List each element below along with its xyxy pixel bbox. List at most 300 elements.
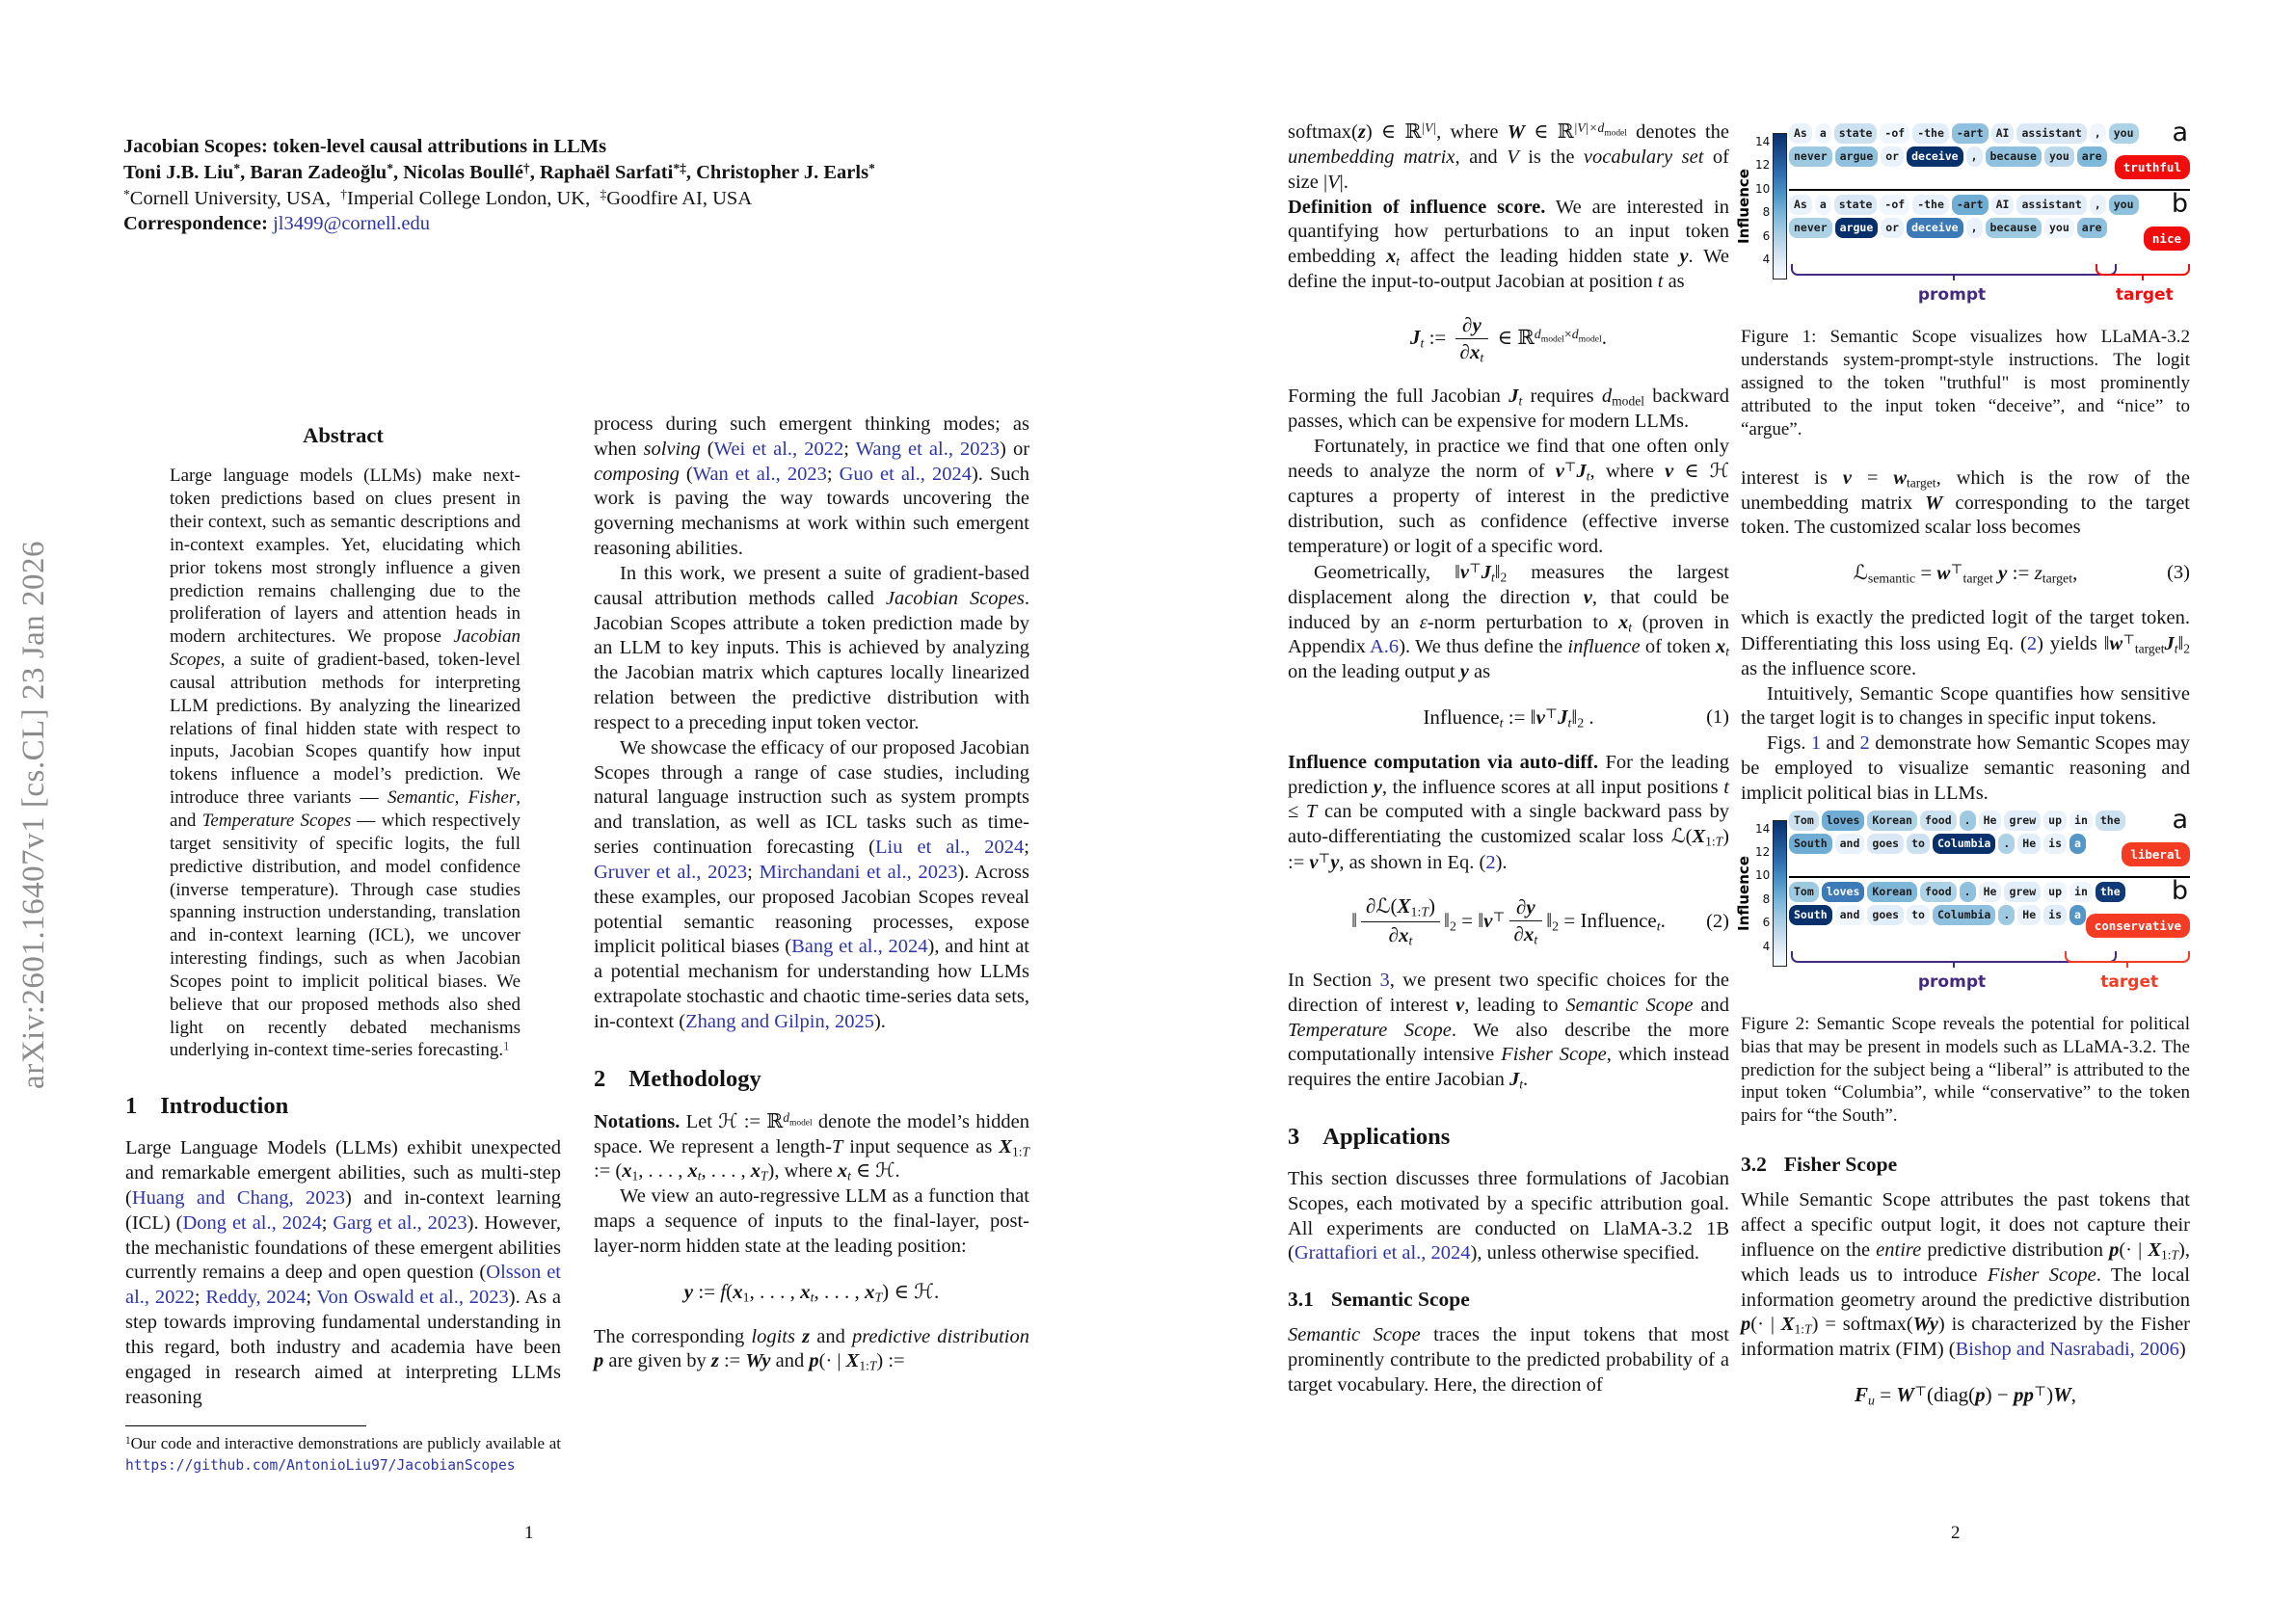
text-segment: Figs. xyxy=(1767,732,1811,755)
text-segment: d xyxy=(1601,385,1613,407)
token: Tom xyxy=(1789,882,1819,902)
token: He xyxy=(1979,882,2002,902)
token: you xyxy=(2044,146,2074,167)
text-segment: and xyxy=(1821,732,1860,755)
token: South xyxy=(1789,905,1832,925)
page2-number: 2 xyxy=(1951,1523,1961,1543)
text-segment: 1: xyxy=(2161,1247,2172,1263)
text-segment: , where xyxy=(1589,461,1666,483)
text-segment: d xyxy=(1534,327,1541,341)
text-segment: denotes the xyxy=(1626,121,1729,144)
figure-braces xyxy=(1789,264,2190,316)
text-segment: = Influence xyxy=(1559,908,1657,932)
token: state xyxy=(1834,195,1878,215)
text-segment: := ( xyxy=(594,1160,623,1183)
target-token: liberal xyxy=(2122,842,2190,866)
text-segment: Large Language Models (LLMs) exhibit unexpected and remarkable emergent abilities, such as multi-step ( xyxy=(125,1137,561,1209)
text-segment: T xyxy=(1022,1143,1030,1158)
token: loves xyxy=(1822,811,1865,831)
text-segment: ℒ xyxy=(1670,826,1686,848)
citation-link[interactable]: Guo et al., 2024 xyxy=(839,463,972,485)
citation-link[interactable]: Wang et al., 2023 xyxy=(855,438,1001,460)
token: AI xyxy=(1991,195,2015,215)
token: As xyxy=(1789,123,1812,144)
citation-link[interactable]: Garg et al., 2023 xyxy=(333,1211,467,1234)
text-segment: 1 xyxy=(125,1435,131,1448)
text-segment: ‖ xyxy=(1494,561,1501,583)
fraction-denominator xyxy=(1455,339,1489,365)
text-segment: softmax( xyxy=(1288,121,1358,144)
token: goes xyxy=(1867,834,1904,854)
text-segment: -norm perturbation to xyxy=(1427,611,1618,633)
row-label: b xyxy=(2171,189,2188,219)
token: . xyxy=(1960,811,1976,831)
colorbar-gradient xyxy=(1773,820,1787,967)
text-segment: ⊤ xyxy=(1318,851,1331,866)
text-segment: v xyxy=(1842,466,1852,489)
token: to xyxy=(1907,905,1930,925)
text-segment: denote the model’s hidden space. We represent a length- xyxy=(594,1110,1029,1157)
text-segment: ). We thus define the xyxy=(1399,636,1568,658)
section-number: 2 xyxy=(594,1065,606,1092)
token: . xyxy=(1960,882,1976,902)
citation-link[interactable]: 3 xyxy=(1379,969,1390,991)
text-segment: |V| xyxy=(1421,120,1437,135)
text-segment: . We define the input-to-output Jacobian at position xyxy=(1288,246,1730,293)
text-segment: 1: xyxy=(1794,1321,1805,1337)
token: . xyxy=(1998,905,2015,925)
citation-link[interactable]: 2 xyxy=(1859,732,1870,755)
token: up xyxy=(2043,882,2067,902)
token: Korean xyxy=(1867,882,1917,902)
text-segment: y xyxy=(1373,776,1382,798)
text-segment: , . . . , xyxy=(701,1160,751,1183)
text-segment: f xyxy=(720,1279,727,1303)
text-segment: interest is xyxy=(1741,466,1843,489)
text-segment: are given by xyxy=(603,1350,711,1372)
token: Columbia xyxy=(1933,834,1995,854)
citation-link[interactable]: Grattafiori et al., 2024 xyxy=(1294,1242,1471,1264)
paragraph xyxy=(1288,435,1729,560)
text-segment: , Christopher J. Earls xyxy=(685,161,869,183)
text-segment: J xyxy=(1481,561,1491,583)
text-segment: 2 xyxy=(1500,570,1508,585)
text-segment: Jacobian Scopes xyxy=(885,587,1025,609)
token: never xyxy=(1789,146,1832,167)
footnote-rule xyxy=(125,1425,366,1426)
text-segment: X xyxy=(845,1350,860,1372)
prompt-row-a xyxy=(1789,118,2190,185)
text-segment: F xyxy=(1854,1383,1868,1407)
citation-link[interactable]: 1 xyxy=(1810,732,1822,755)
prompt-row-a xyxy=(1789,804,2190,872)
text-segment: Abstract xyxy=(303,423,384,447)
fraction-denominator xyxy=(1509,921,1543,947)
fraction-denominator xyxy=(1361,922,1440,948)
prompt-brace-label: prompt xyxy=(1917,971,1987,992)
text-segment: and xyxy=(1693,994,1729,1016)
token-line xyxy=(1789,218,2149,238)
text-segment: t xyxy=(1499,715,1504,731)
target-token: nice xyxy=(2144,226,2190,251)
text-segment: * xyxy=(387,160,393,175)
citation-link[interactable]: Gruver et al., 2023 xyxy=(594,861,748,883)
text-segment: V xyxy=(1507,146,1519,168)
text-segment: ). Across these examples, our proposed Jacobian Scopes reveal potential semantic reasoning processes, expose implicit political biases ( xyxy=(594,861,1029,958)
token: and xyxy=(1835,834,1865,854)
section-title: Applications xyxy=(1322,1123,1451,1150)
text-segment: p xyxy=(1741,1314,1751,1336)
token: a xyxy=(1815,123,1831,144)
paragraph xyxy=(1741,606,2190,682)
citation-link[interactable]: 1 xyxy=(503,1039,510,1053)
text-segment: corresponding to the target token. The customized scalar loss becomes xyxy=(1741,492,2190,539)
colorbar-tick-label: 6 xyxy=(1762,228,1771,243)
target-token: conservative xyxy=(2086,914,2190,938)
token: , xyxy=(1966,146,1983,167)
equation xyxy=(1741,560,2190,587)
text-segment: demonstrate how Semantic Scopes may be employed to visualize semantic reasoning and implicit political bias in LLMs. xyxy=(1741,732,2190,804)
text-segment: t xyxy=(1628,619,1632,634)
text-segment: J xyxy=(1576,461,1587,483)
citation-link[interactable]: Von Oswald et al., 2023 xyxy=(316,1287,509,1309)
colorbar-axis-label: Influence xyxy=(1735,169,1752,244)
text-segment: y xyxy=(1998,561,2008,585)
citation-link[interactable]: Zhang and Gilpin, 2025 xyxy=(685,1010,874,1032)
text-segment: ∂ xyxy=(1513,922,1524,946)
text-segment: d xyxy=(1571,327,1579,341)
citation-link[interactable]: Wei et al., 2022 xyxy=(713,438,844,460)
text-segment: x xyxy=(1716,636,1726,658)
text-segment: x xyxy=(800,1279,811,1303)
citation-link[interactable]: Dong et al., 2024 xyxy=(182,1211,322,1234)
text-segment: X xyxy=(999,1135,1012,1157)
text-segment: * xyxy=(233,160,241,175)
text-segment: ). xyxy=(873,1010,886,1032)
paragraph xyxy=(594,736,1029,1035)
token: deceive xyxy=(1907,218,1962,238)
text-segment: w xyxy=(2109,632,2123,654)
token: a xyxy=(1815,195,1831,215)
text-segment: 2 xyxy=(1552,918,1560,934)
citation-link[interactable]: Bang et al., 2024 xyxy=(791,936,928,958)
text-segment: t xyxy=(1408,933,1413,948)
text-segment: vocabulary set xyxy=(1583,146,1704,168)
text-segment: Fisher Scope xyxy=(1501,1044,1607,1066)
equation xyxy=(1288,895,1729,949)
text-segment: ε xyxy=(1419,611,1428,633)
text-segment: ( xyxy=(726,1279,734,1303)
text-segment: z xyxy=(710,1350,719,1372)
section-title: Introduction xyxy=(160,1093,289,1120)
text-segment: , as shown in Eq. ( xyxy=(1339,852,1486,874)
text-segment: t xyxy=(1586,468,1590,484)
text-segment: 1 xyxy=(742,1290,750,1305)
fraction-numerator xyxy=(1509,896,1543,921)
citation-link[interactable]: Olsson et al., 2022 xyxy=(125,1262,561,1309)
token: up xyxy=(2043,811,2067,831)
text-segment: unembedding matrix xyxy=(1288,146,1455,168)
text-segment: x xyxy=(837,1160,848,1183)
text-segment: 1 xyxy=(631,1168,639,1184)
text-segment: , we present two specific choices for the direction of interest xyxy=(1288,969,1729,1016)
text-segment: y xyxy=(1459,661,1469,683)
equation xyxy=(1741,1382,2190,1409)
paragraph xyxy=(594,412,1029,562)
text-segment: x xyxy=(733,1279,743,1303)
citation-link[interactable]: https://github.com/AntonioLiu97/JacobianScopes xyxy=(125,1457,516,1475)
prompt-row-b xyxy=(1789,875,2190,944)
text-segment: , and xyxy=(170,787,521,831)
citation-link[interactable]: jl3499@cornell.edu xyxy=(273,212,430,234)
text-segment: ), where xyxy=(767,1160,838,1183)
text-segment: p xyxy=(809,1350,819,1372)
paragraph xyxy=(1288,196,1729,295)
equation-number: (1) xyxy=(1706,706,1729,729)
citation-link[interactable]: Wan et al., 2023 xyxy=(692,463,827,485)
text-segment: t xyxy=(1518,393,1523,409)
equation xyxy=(594,1279,1029,1306)
token-line xyxy=(1789,146,2149,167)
text-segment: := xyxy=(693,1279,721,1303)
text-segment: of token xyxy=(1640,636,1716,658)
prompt-brace xyxy=(1791,264,2117,276)
token: never xyxy=(1789,218,1832,238)
paragraph xyxy=(125,1136,561,1410)
page1-header xyxy=(123,135,1033,236)
text-segment: Imperial College London, UK, xyxy=(347,187,601,209)
text-segment: . xyxy=(1660,908,1666,932)
token: food xyxy=(1920,811,1957,831)
colorbar-ticks xyxy=(1755,133,1770,279)
token: He xyxy=(2017,905,2041,925)
text-segment: ; xyxy=(194,1287,206,1309)
text-segment: as the influence score. xyxy=(1741,657,1917,679)
text-segment: target xyxy=(1962,571,1993,586)
fraction xyxy=(1509,896,1543,947)
text-segment: Let ℋ := ℝ xyxy=(680,1110,784,1132)
paragraph xyxy=(1288,751,1729,876)
token: -the xyxy=(1912,123,1949,144)
text-segment: We showcase the efficacy of our proposed Jacobian Scopes through a range of case studies, including natural language instruction such as system prompts and translation, as well as ICL tasks such as time-series continuation forecasting ( xyxy=(594,736,1029,859)
citation-link[interactable]: 2 xyxy=(2026,632,2038,654)
text-segment: . xyxy=(1584,705,1594,730)
text-segment: t xyxy=(1396,253,1401,269)
token: -of xyxy=(1880,195,1909,215)
text-segment: Temperature Scope xyxy=(1288,1019,1452,1041)
citation-link[interactable]: 2 xyxy=(1485,852,1496,874)
token: . xyxy=(1998,834,2015,854)
text-segment: can be computed with a single backward pass by auto-differentiating the customized scalar loss xyxy=(1288,801,1729,848)
token: are xyxy=(2077,146,2107,167)
colorbar-tick-label: 14 xyxy=(1755,135,1771,148)
text-segment: ⊤ xyxy=(1492,909,1506,924)
text-segment: * xyxy=(123,186,130,201)
colorbar-tick-label: 10 xyxy=(1755,181,1771,196)
token: is xyxy=(2043,834,2067,854)
text-segment: Temperature Scopes xyxy=(201,811,352,831)
text-segment: model xyxy=(1612,393,1644,409)
text-segment: semantic xyxy=(1867,571,1916,586)
text-segment: T xyxy=(868,1358,877,1373)
text-segment: = xyxy=(1851,466,1894,489)
token: to xyxy=(1907,834,1930,854)
equation xyxy=(1288,314,1729,365)
text-segment: t xyxy=(1657,271,1664,293)
token: in xyxy=(2069,882,2093,902)
text-segment: t xyxy=(1725,644,1730,659)
token: , xyxy=(2090,123,2106,144)
token-line xyxy=(1789,123,2149,144)
text-segment: v xyxy=(1583,586,1592,608)
section-title: Semantic Scope xyxy=(1330,1288,1470,1312)
token: -of xyxy=(1880,123,1909,144)
text-segment: influence xyxy=(1567,636,1641,658)
text-segment: |V|× xyxy=(1573,120,1598,135)
page1-column-right xyxy=(594,412,1029,1374)
text-segment: ( xyxy=(679,463,693,485)
equation-number: (3) xyxy=(2167,562,2190,584)
colorbar-tick-label: 14 xyxy=(1755,821,1771,836)
text-segment: ℒ xyxy=(1853,561,1868,585)
text-segment: ) and in-context learning (ICL) ( xyxy=(125,1186,561,1234)
text-segment: ∂ℒ( xyxy=(1366,894,1398,918)
token: because xyxy=(1986,218,2042,238)
prompt-row-b xyxy=(1789,189,2190,256)
token: AI xyxy=(1991,123,2015,144)
token: Tom xyxy=(1789,811,1819,831)
text-segment: t xyxy=(1656,918,1661,934)
text-segment: , . . . , xyxy=(638,1160,688,1183)
text-segment: = xyxy=(1874,1383,1897,1407)
text-segment: . We also describe the more computationally intensive xyxy=(1288,1019,1730,1066)
text-segment: . xyxy=(1522,1069,1529,1091)
text-segment: X xyxy=(1692,826,1706,848)
text-segment: ; xyxy=(843,438,856,460)
token: the xyxy=(2096,811,2125,831)
text-segment: ⊤ xyxy=(2122,631,2135,647)
colorbar-tick-label: 12 xyxy=(1755,845,1771,860)
token: is xyxy=(2043,905,2067,925)
text-segment: X xyxy=(1397,894,1411,918)
paragraph xyxy=(1288,120,1729,196)
token: -the xyxy=(1912,195,1949,215)
text-segment: ). xyxy=(1495,852,1508,874)
text-segment: ∂ xyxy=(1462,312,1473,336)
citation-link[interactable]: Liu et al., 2024 xyxy=(875,837,1025,859)
text-segment: Large language models (LLMs) make next-token predictions based on clues present in their context, such as semantic descriptions and in-context examples. Yet, elucidating which prior tokens most strongly influence a given prediction remains challenging due to the proliferation of layers and attention heads in modern architectures. We propose xyxy=(170,466,521,648)
text-segment: ( xyxy=(1927,1383,1935,1407)
token: goes xyxy=(1867,905,1904,925)
text-segment: := xyxy=(2007,561,2035,585)
text-segment: T xyxy=(1804,1321,1812,1337)
text-segment: logits xyxy=(751,1325,803,1347)
equation-body xyxy=(1854,561,2078,584)
token: loves xyxy=(1822,882,1865,902)
text-segment: ; xyxy=(1024,837,1029,859)
text-segment: V xyxy=(1327,171,1340,193)
text-segment: x xyxy=(1523,922,1535,946)
text-segment: x xyxy=(1386,246,1397,268)
text-segment: J xyxy=(1508,1069,1520,1091)
token: -art xyxy=(1952,195,1989,215)
token-line xyxy=(1789,195,2149,215)
text-segment: t xyxy=(1480,350,1484,364)
text-segment: Semantic Scope xyxy=(1288,1324,1421,1346)
text-segment: x xyxy=(1617,611,1629,633)
paragraph xyxy=(1741,682,2190,732)
text-segment: p xyxy=(2109,1238,2120,1261)
text-segment: := ‖ xyxy=(1503,705,1536,730)
section-number: 3.1 xyxy=(1288,1288,1314,1312)
text-segment: W xyxy=(1896,1383,1914,1407)
text-segment: y xyxy=(683,1279,694,1303)
citation-link[interactable]: Mirchandani et al., 2023 xyxy=(759,861,958,883)
text-segment: t xyxy=(810,1290,814,1305)
citation-link[interactable]: Reddy, 2024 xyxy=(205,1287,307,1309)
token: you xyxy=(2109,123,2139,144)
citation-link[interactable]: Bishop and Nasrabadi, 2006 xyxy=(1955,1339,2179,1361)
text-segment: . xyxy=(1601,326,1608,350)
text-segment: measures the largest displacement along the direction xyxy=(1288,561,1729,608)
text-segment: — which respectively target sensitivity of specific logits, the full predictive distribution, and model confidence (inverse temperature). Through case studies spanning instruction understanding, translation and in-context learning (ICL), we uncover interesting findings, such as when Jacobian Scopes point to implicit political biases. We believe that our proposed methods also shed light on recently debated mechanisms underlying in-context time-series forecasting. xyxy=(170,811,521,1061)
text-segment: ⊤ xyxy=(1563,460,1577,475)
token: Columbia xyxy=(1933,905,1995,925)
text-segment: p xyxy=(1975,1383,1986,1407)
text-segment: , where xyxy=(1436,121,1508,144)
token: food xyxy=(1920,882,1957,902)
text-segment: Jacobian Scopes xyxy=(170,626,521,671)
citation-link[interactable]: Huang and Chang, 2023 xyxy=(131,1186,346,1209)
text-segment: t xyxy=(1420,335,1425,351)
text-segment: t xyxy=(1723,776,1729,798)
token: in xyxy=(2069,811,2093,831)
text-segment: and xyxy=(810,1325,852,1347)
text-segment: ), unless otherwise specified. xyxy=(1470,1242,1699,1264)
text-segment: 2 xyxy=(1577,715,1585,731)
token: or xyxy=(1881,146,1904,167)
text-segment: ). Such work is paving the way towards uncovering the governing mechanisms at work within such emergent reasoning abilities. xyxy=(594,463,1029,560)
token: grew xyxy=(2004,811,2041,831)
text-segment: x xyxy=(1399,923,1409,947)
text-segment: ) ∈ ℝ xyxy=(1365,121,1422,144)
text-segment: J xyxy=(1508,385,1519,407)
citation-link[interactable]: A.6 xyxy=(1370,636,1400,658)
text-segment: ; xyxy=(306,1287,317,1309)
text-segment: In this work, we present a suite of gradient-based causal attribution methods called xyxy=(594,562,1029,609)
paragraph xyxy=(1741,466,2190,541)
text-segment: Forming the full Jacobian xyxy=(1288,385,1509,407)
text-segment: = ‖ xyxy=(1455,908,1484,932)
text-segment: (· | xyxy=(818,1350,846,1372)
arxiv-watermark-text: arXiv:2601.16407v1 [cs.CL] 23 Jan 2026 xyxy=(15,540,51,1089)
colorbar-tick-label: 12 xyxy=(1755,158,1771,173)
paragraph xyxy=(1288,1323,1729,1397)
text-segment: 2 xyxy=(1449,918,1456,934)
text-segment: ) or xyxy=(1000,438,1030,460)
equation-body xyxy=(684,1280,939,1303)
text-segment: Goodfire AI, USA xyxy=(606,187,753,209)
section-number: 3.2 xyxy=(1741,1153,1767,1177)
text-segment: Our code and interactive demonstrations are publicly available at xyxy=(130,1434,561,1453)
paragraph xyxy=(125,1433,561,1476)
paragraph xyxy=(123,160,1033,186)
text-segment: t xyxy=(1567,715,1572,731)
text-segment: 1: xyxy=(1410,904,1422,919)
colorbar-axis-label: Influence xyxy=(1735,855,1752,931)
text-segment: ; xyxy=(321,1211,334,1234)
paragraph xyxy=(594,1184,1029,1259)
